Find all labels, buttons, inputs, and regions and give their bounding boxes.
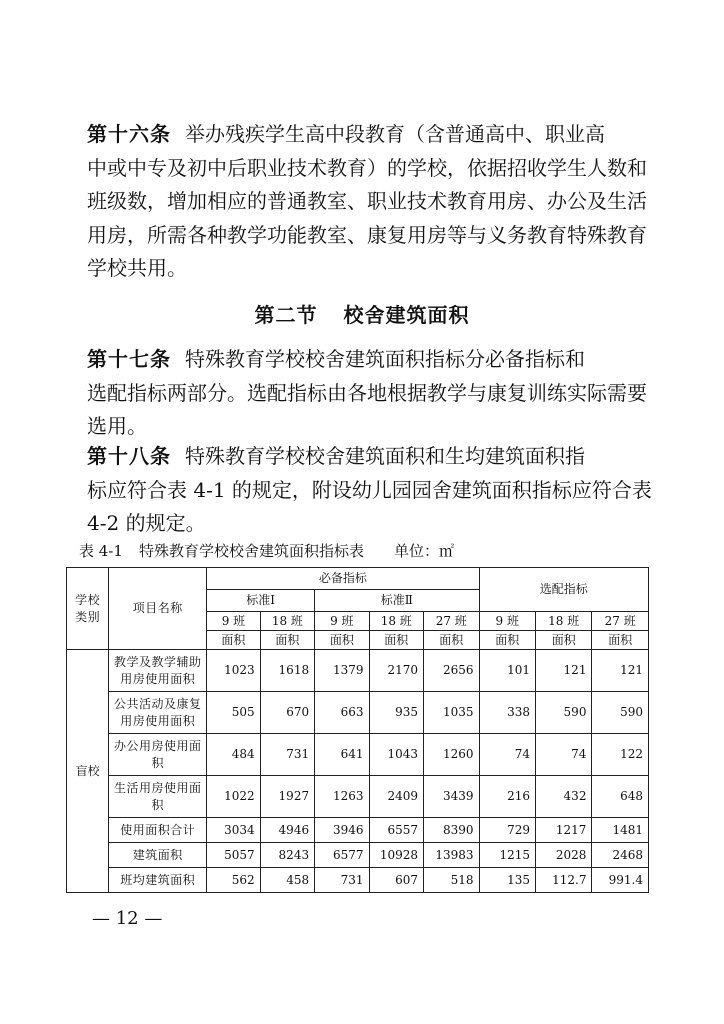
value-cell: 1215	[479, 843, 535, 868]
value-cell: 1023	[207, 650, 260, 692]
item-name-cell: 建筑面积	[109, 843, 207, 868]
table-row	[67, 650, 649, 692]
value-cell: 590	[535, 692, 591, 734]
table-row	[67, 776, 649, 818]
article-17-line-2: 选配指标两部分。选配指标由各地根据教学与康复训练实际需要	[87, 380, 647, 405]
value-cell: 2656	[424, 650, 480, 692]
article-16-line-5: 学校共用。	[87, 256, 187, 280]
value-cell: 216	[479, 776, 535, 818]
value-cell: 1927	[260, 776, 314, 818]
value-cell: 74	[479, 734, 535, 776]
area-index-table	[66, 567, 649, 893]
article-18	[87, 440, 652, 541]
header-area-cell: 面积	[369, 631, 423, 650]
article-17-line-3: 选用。	[87, 414, 147, 438]
header-class-cell: 9 班	[315, 612, 369, 631]
value-cell: 135	[479, 868, 535, 893]
article-17-line-1: 第十七条 特殊教育学校校舍建筑面积指标分必备指标和	[87, 347, 585, 371]
item-name-cell: 公共活动及康复用房使用面积	[109, 692, 207, 734]
article-16-line-3: 班级数，增加相应的普通教室、职业技术教育用房、办公及生活	[87, 189, 647, 213]
value-cell: 10928	[369, 843, 423, 868]
item-name-cell: 办公用房使用面积	[109, 734, 207, 776]
value-cell: 74	[535, 734, 591, 776]
article-16	[87, 118, 647, 286]
item-name-cell: 使用面积合计	[109, 818, 207, 843]
header-standard-1: 标准Ⅰ	[207, 590, 315, 612]
header-class-cell: 27 班	[424, 612, 480, 631]
value-cell: 505	[207, 692, 260, 734]
value-cell: 121	[592, 650, 649, 692]
value-cell: 112.7	[535, 868, 591, 893]
table-caption-title: 特殊教育学校校舍建筑面积指标表	[138, 542, 364, 560]
value-cell: 3034	[207, 818, 260, 843]
table-caption	[79, 540, 470, 561]
value-cell: 648	[592, 776, 649, 818]
value-cell: 3946	[315, 818, 369, 843]
header-area-cell: 面积	[207, 631, 260, 650]
page-number: — 12 —	[92, 908, 163, 929]
value-cell: 1481	[592, 818, 649, 843]
header-class-cell: 9 班	[207, 612, 260, 631]
table-row	[67, 692, 649, 734]
table-unit: 单位：㎡	[393, 542, 454, 560]
article-16-line-2: 中或中专及初中后职业技术教育）的学校，依据招收学生人数和	[87, 155, 647, 180]
header-class-cell: 27 班	[592, 612, 649, 631]
article-18-line-3: 4-2 的规定。	[87, 511, 206, 535]
value-cell: 1260	[424, 734, 480, 776]
value-cell: 1217	[535, 818, 591, 843]
value-cell: 101	[479, 650, 535, 692]
value-cell: 6557	[369, 818, 423, 843]
header-class-cell: 18 班	[369, 612, 423, 631]
value-cell: 518	[424, 868, 480, 893]
article-16-line-1: 第十六条 举办残疾学生高中段教育（含普通高中、职业高	[87, 122, 605, 146]
header-standard-2: 标准Ⅱ	[315, 590, 479, 612]
table-row	[67, 734, 649, 776]
header-class-cell: 9 班	[479, 612, 535, 631]
item-name-cell: 生活用房使用面积	[109, 776, 207, 818]
value-cell: 2028	[535, 843, 591, 868]
value-cell: 338	[479, 692, 535, 734]
header-class-cell: 18 班	[260, 612, 314, 631]
value-cell: 1022	[207, 776, 260, 818]
table-row	[67, 818, 649, 843]
value-cell: 5057	[207, 843, 260, 868]
value-cell: 590	[592, 692, 649, 734]
value-cell: 670	[260, 692, 314, 734]
value-cell: 458	[260, 868, 314, 893]
value-cell: 1043	[369, 734, 423, 776]
table-row	[67, 868, 649, 893]
article-18-line-1: 第十八条 特殊教育学校校舍建筑面积和生均建筑面积指	[87, 444, 585, 468]
value-cell: 484	[207, 734, 260, 776]
section-heading	[0, 299, 724, 328]
item-name-cell: 教学及教学辅助用房使用面积	[109, 650, 207, 692]
header-area-cell: 面积	[315, 631, 369, 650]
school-type-cell: 盲校	[67, 650, 109, 893]
value-cell: 4946	[260, 818, 314, 843]
item-name-cell: 班均建筑面积	[109, 868, 207, 893]
value-cell: 122	[592, 734, 649, 776]
header-school-type: 学校类别	[67, 568, 109, 650]
value-cell: 121	[535, 650, 591, 692]
value-cell: 641	[315, 734, 369, 776]
value-cell: 729	[479, 818, 535, 843]
value-cell: 731	[315, 868, 369, 893]
value-cell: 1618	[260, 650, 314, 692]
table-row	[67, 843, 649, 868]
section-number: 第二节	[254, 303, 318, 327]
value-cell: 2170	[369, 650, 423, 692]
header-item-name: 项目名称	[109, 568, 207, 650]
value-cell: 8243	[260, 843, 314, 868]
value-cell: 432	[535, 776, 591, 818]
value-cell: 1263	[315, 776, 369, 818]
header-area-cell: 面积	[479, 631, 535, 650]
article-17	[87, 343, 647, 444]
header-class-cell: 18 班	[535, 612, 591, 631]
value-cell: 13983	[424, 843, 480, 868]
value-cell: 1035	[424, 692, 480, 734]
header-row-1	[67, 568, 649, 590]
table-caption-id: 表 4-1	[79, 542, 123, 560]
header-required: 必备指标	[207, 568, 479, 590]
value-cell: 731	[260, 734, 314, 776]
value-cell: 3439	[424, 776, 480, 818]
article-16-line-4: 用房，所需各种教学功能教室、康复用房等与义务教育特殊教育	[87, 222, 647, 247]
section-title: 校舍建筑面积	[343, 303, 470, 327]
value-cell: 991.4	[592, 868, 649, 893]
article-18-label: 第十八条	[87, 444, 171, 468]
value-cell: 607	[369, 868, 423, 893]
header-area-cell: 面积	[592, 631, 649, 650]
value-cell: 562	[207, 868, 260, 893]
header-area-cell: 面积	[260, 631, 314, 650]
value-cell: 2468	[592, 843, 649, 868]
article-16-label: 第十六条	[87, 122, 171, 146]
header-area-cell: 面积	[424, 631, 480, 650]
header-area-cell: 面积	[535, 631, 591, 650]
article-17-label: 第十七条	[87, 347, 171, 371]
article-18-line-2: 标应符合表 4-1 的规定，附设幼儿园园舍建筑面积指标应符合表	[87, 477, 652, 502]
value-cell: 6577	[315, 843, 369, 868]
value-cell: 1379	[315, 650, 369, 692]
value-cell: 8390	[424, 818, 480, 843]
value-cell: 935	[369, 692, 423, 734]
value-cell: 2409	[369, 776, 423, 818]
header-optional: 选配指标	[479, 568, 648, 612]
value-cell: 663	[315, 692, 369, 734]
